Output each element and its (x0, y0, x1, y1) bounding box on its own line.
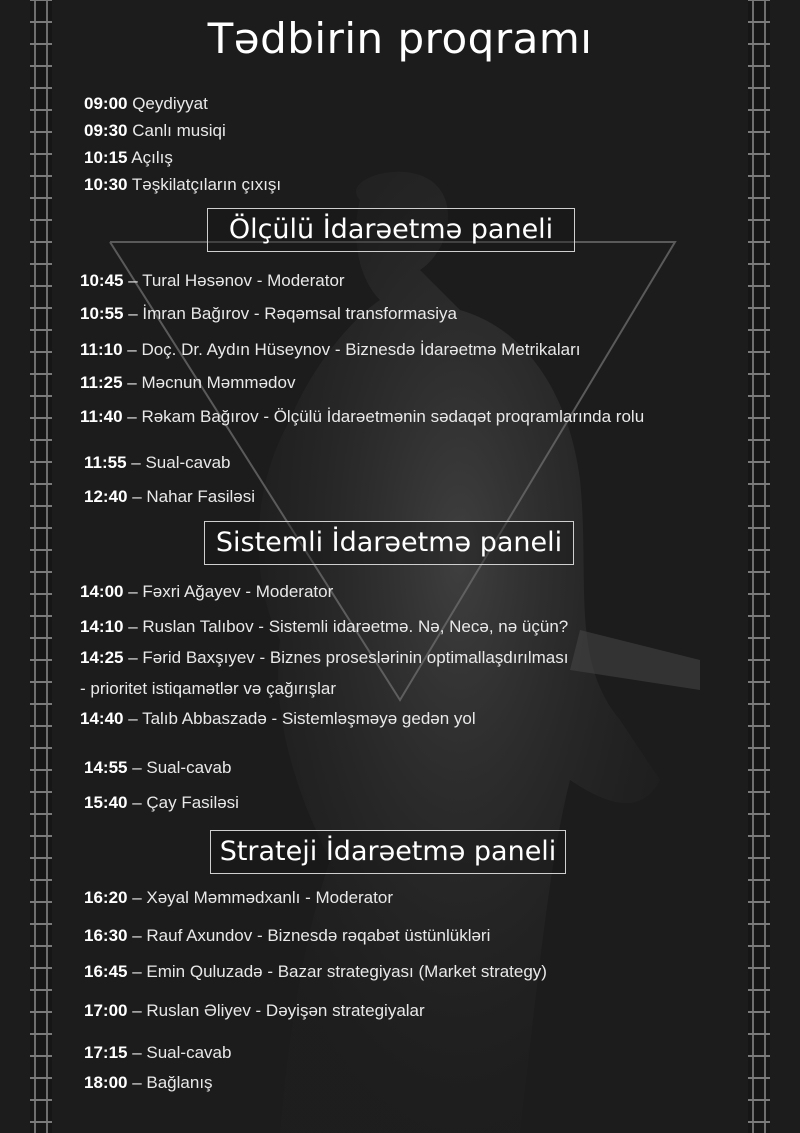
item-text: Qeydiyyat (127, 94, 208, 113)
schedule-item (84, 487, 255, 507)
schedule-item (84, 453, 231, 473)
item-time: 17:00 (84, 1001, 128, 1020)
intro-item (84, 148, 173, 168)
item-text: Açılış (127, 148, 173, 167)
item-text: – Nahar Fasiləsi (127, 487, 256, 506)
item-time: 15:40 (84, 793, 128, 812)
panel-title-strateji: Strateji İdarəetmə paneli (210, 830, 566, 874)
item-text: – Sual-cavab (127, 1043, 232, 1062)
item-time: 17:15 (84, 1043, 128, 1062)
schedule-item-continuation (80, 679, 336, 699)
schedule-item (80, 407, 644, 427)
schedule-item (84, 1043, 231, 1063)
panel-title-sistemli: Sistemli İdarəetmə paneli (204, 521, 574, 565)
item-text: Canlı musiqi (127, 121, 226, 140)
item-time: 09:30 (84, 121, 128, 140)
item-text: – Çay Fasiləsi (127, 793, 239, 812)
schedule-item (84, 1073, 213, 1093)
schedule-item (84, 1001, 425, 1021)
item-time: 10:30 (84, 175, 128, 194)
item-time: 10:55 (80, 304, 124, 323)
item-time: 14:55 (84, 758, 128, 777)
item-text: – İmran Bağırov - Rəqəmsal transformasiya (123, 304, 457, 323)
schedule-item (84, 793, 239, 813)
item-text: – Məcnun Məmmədov (122, 373, 296, 392)
item-text: – Rauf Axundov - Biznesdə rəqabət üstünlükləri (127, 926, 491, 945)
item-time: 10:15 (84, 148, 128, 167)
item-time: 14:40 (80, 709, 124, 728)
intro-item (84, 121, 226, 141)
item-text: – Ruslan Əliyev - Dəyişən strategiyalar (127, 1001, 425, 1020)
item-text: Təşkilatçıların çıxışı (127, 175, 282, 194)
item-time: 11:40 (80, 407, 123, 426)
schedule-item (80, 617, 568, 637)
item-time: 16:20 (84, 888, 128, 907)
item-time: 09:00 (84, 94, 128, 113)
schedule-item (84, 926, 490, 946)
greek-key-border-right (748, 0, 770, 1133)
schedule-item (80, 709, 476, 729)
item-text: – Ruslan Talıbov - Sistemli idarəetmə. Nə, Necə, nə üçün? (123, 617, 569, 636)
schedule-item (80, 582, 333, 602)
item-text: – Doç. Dr. Aydın Hüseynov - Biznesdə İdarəetmə Metrikaları (122, 340, 581, 359)
item-time: 11:55 (84, 453, 127, 472)
schedule-item (80, 271, 345, 291)
schedule-item (80, 648, 568, 668)
item-time: 14:25 (80, 648, 124, 667)
item-time: 11:25 (80, 373, 123, 392)
schedule-item (84, 962, 547, 982)
item-time: 16:45 (84, 962, 128, 981)
item-time: 10:45 (80, 271, 124, 290)
item-text: – Fəxri Ağayev - Moderator (123, 582, 334, 601)
item-text: – Tural Həsənov - Moderator (123, 271, 345, 290)
schedule-item (80, 304, 457, 324)
page-title: Tədbirin proqramı (207, 14, 593, 63)
item-time: 14:00 (80, 582, 124, 601)
intro-item (84, 94, 208, 114)
item-time: 11:10 (80, 340, 123, 359)
item-text: – Emin Quluzadə - Bazar strategiyası (Market strategy) (127, 962, 547, 981)
item-text: - prioritet istiqamətlər və çağırışlar (80, 679, 337, 698)
item-time: 14:10 (80, 617, 124, 636)
item-time: 18:00 (84, 1073, 128, 1092)
intro-item (84, 175, 281, 195)
item-time: 12:40 (84, 487, 128, 506)
item-text: – Sual-cavab (126, 453, 231, 472)
schedule-item (80, 340, 581, 360)
item-text: – Talıb Abbaszadə - Sistemləşməyə gedən yol (123, 709, 476, 728)
item-text: – Rəkam Bağırov - Ölçülü İdarəetmənin sədaqət proqramlarında rolu (122, 407, 645, 426)
schedule-item (84, 758, 231, 778)
item-text: – Xəyal Məmmədxanlı - Moderator (127, 888, 393, 907)
greek-key-border-left (30, 0, 52, 1133)
panel-title-olculu: Ölçülü İdarəetmə paneli (207, 208, 575, 252)
item-text: – Bağlanış (127, 1073, 213, 1092)
item-text: – Fərid Baxşıyev - Biznes proseslərinin optimallaşdırılması (123, 648, 569, 667)
schedule-item (84, 888, 393, 908)
schedule-item (80, 373, 295, 393)
item-text: – Sual-cavab (127, 758, 232, 777)
item-time: 16:30 (84, 926, 128, 945)
